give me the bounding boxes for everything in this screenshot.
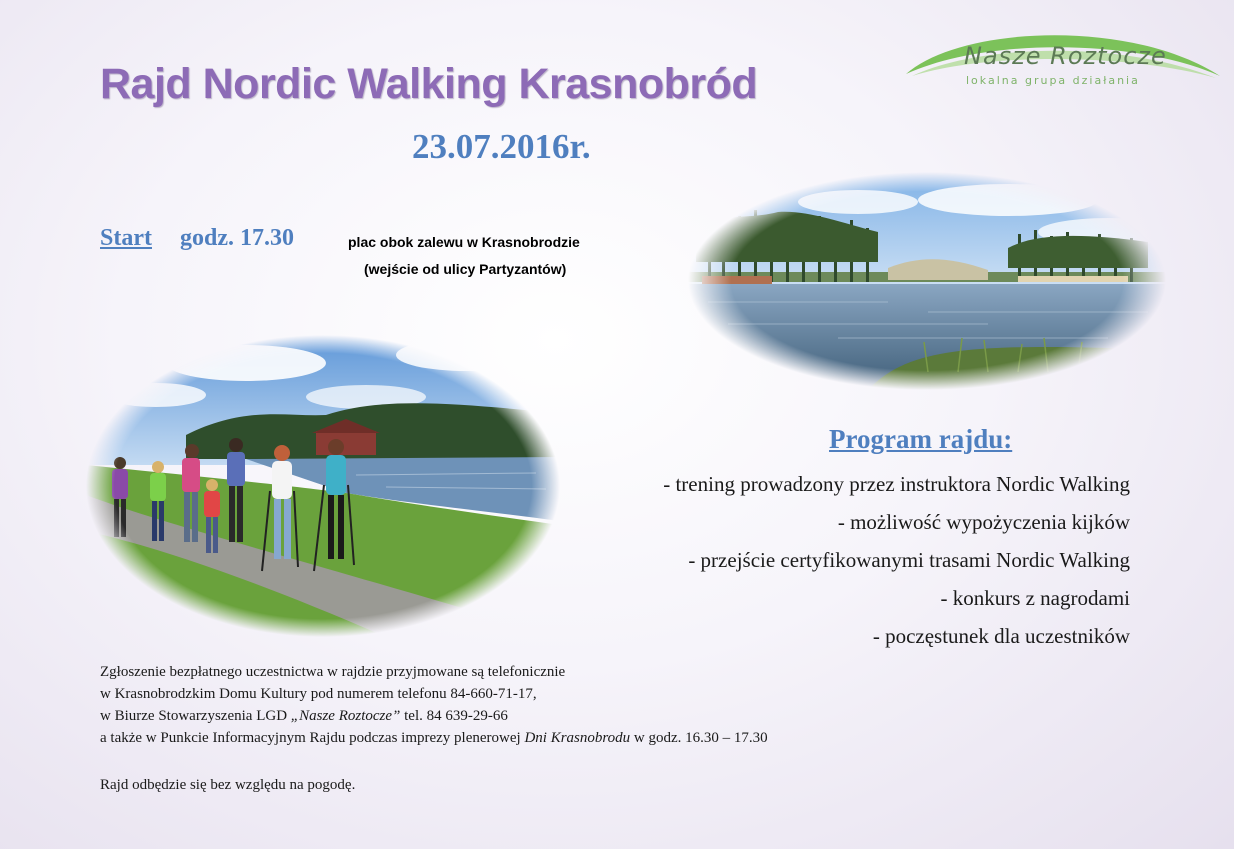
registration-line: Zgłoszenie bezpłatnego uczestnictwa w rajdzie przyjmowane są telefonicznie [100,664,566,680]
page-title: Rajd Nordic Walking Krasnobród [100,60,758,108]
weather-note: Rajd odbędzie się bez względu na pogodę. [100,777,356,793]
program-list [663,470,1130,660]
start-time: godz. 17.30 [180,225,294,251]
start-label: Start [100,225,152,251]
organization-name: „Nasze Roztocze” [290,708,401,724]
walkers-photo [86,335,560,637]
registration-text: w Biurze Stowarzyszenia LGD [100,708,291,724]
logo-nasze-roztocze [900,18,1226,98]
registration-hours: w godz. 16.30 – 17.30 [630,730,768,746]
event-name: Dni Krasnobrodu [524,730,631,746]
program-item: - konkurs z nagrodami [940,586,1130,610]
registration-line: w Krasnobrodzkim Domu Kultury pod numerem telefonu 84-660-71-17, [100,686,537,702]
program-heading: Program rajdu: [829,424,1013,454]
event-date: 23.07.2016r. [412,127,591,166]
program-item: - przejście certyfikowanymi trasami Nordic Walking [688,548,1130,572]
logo-tagline: lokalna grupa działania [966,74,1140,87]
logo-name: Nasze Roztocze [964,42,1167,70]
start-place: plac obok zalewu w Krasnobrodzie [348,234,580,250]
program-item: - trening prowadzony przez instruktora Nordic Walking [663,472,1130,496]
registration-line [100,727,768,749]
lake-photo [688,172,1166,390]
program-item: - możliwość wypożyczenia kijków [837,510,1130,534]
registration-line [100,705,768,727]
registration-phone: tel. 84 639-29-66 [400,708,508,724]
registration-text: a także w Punkcie Informacyjnym Rajdu podczas imprezy plenerowej [100,730,525,746]
registration-info [100,661,768,749]
start-entrance: (wejście od ulicy Partyzantów) [364,261,567,277]
program-item: - poczęstunek dla uczestników [872,624,1130,648]
